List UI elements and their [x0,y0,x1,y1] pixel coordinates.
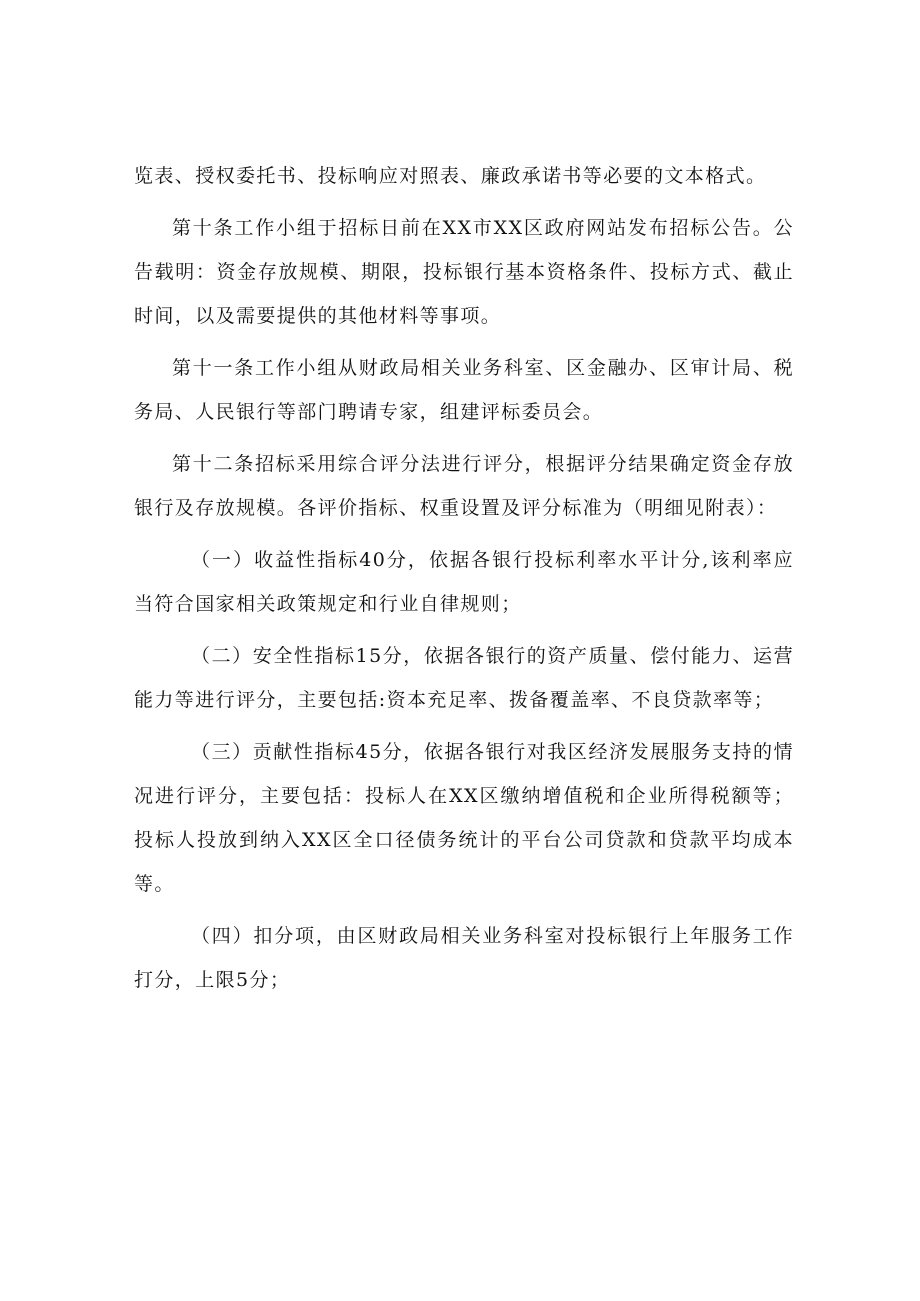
paragraph-item-2: （二）安全性指标15分，依据各银行的资产质量、偿付能力、运营能力等进行评分，主要包括:资本充足率、拨备覆盖率、不良贷款率等； [134,645,794,711]
paragraph-item-1: （一）收益性指标40分，依据各银行投标利率水平计分,该利率应当符合国家相关政策规定和行业自律规则； [134,549,794,615]
document-body [134,154,794,1010]
paragraph-continuation: 览表、授权委托书、投标响应对照表、廉政承诺书等必要的文本格式。 [134,165,767,187]
paragraph-article-12: 第十二条招标采用综合评分法进行评分，根据评分结果确定资金存放银行及存放规模。各评价指标、权重设置及评分标准为（明细见附表）： [134,453,794,519]
paragraph-article-11: 第十一条工作小组从财政局相关业务科室、区金融办、区审计局、税务局、人民银行等部门聘请专家，组建评标委员会。 [134,357,794,423]
paragraph-article-10: 第十条工作小组于招标日前在XX市XX区政府网站发布招标公告。公告载明：资金存放规模、期限，投标银行基本资格条件、投标方式、截止时间，以及需要提供的其他材料等事项。 [134,217,794,327]
paragraph-item-3: （三）贡献性指标45分，依据各银行对我区经济发展服务支持的情况进行评分，主要包括：投标人在XX区缴纳增值税和企业所得税额等；投标人投放到纳入XX区全口径债务统计的平台公司贷款和贷款平均成本等。 [134,741,794,895]
paragraph-item-4: （四）扣分项，由区财政局相关业务科室对投标银行上年服务工作打分，上限5分； [134,925,794,991]
